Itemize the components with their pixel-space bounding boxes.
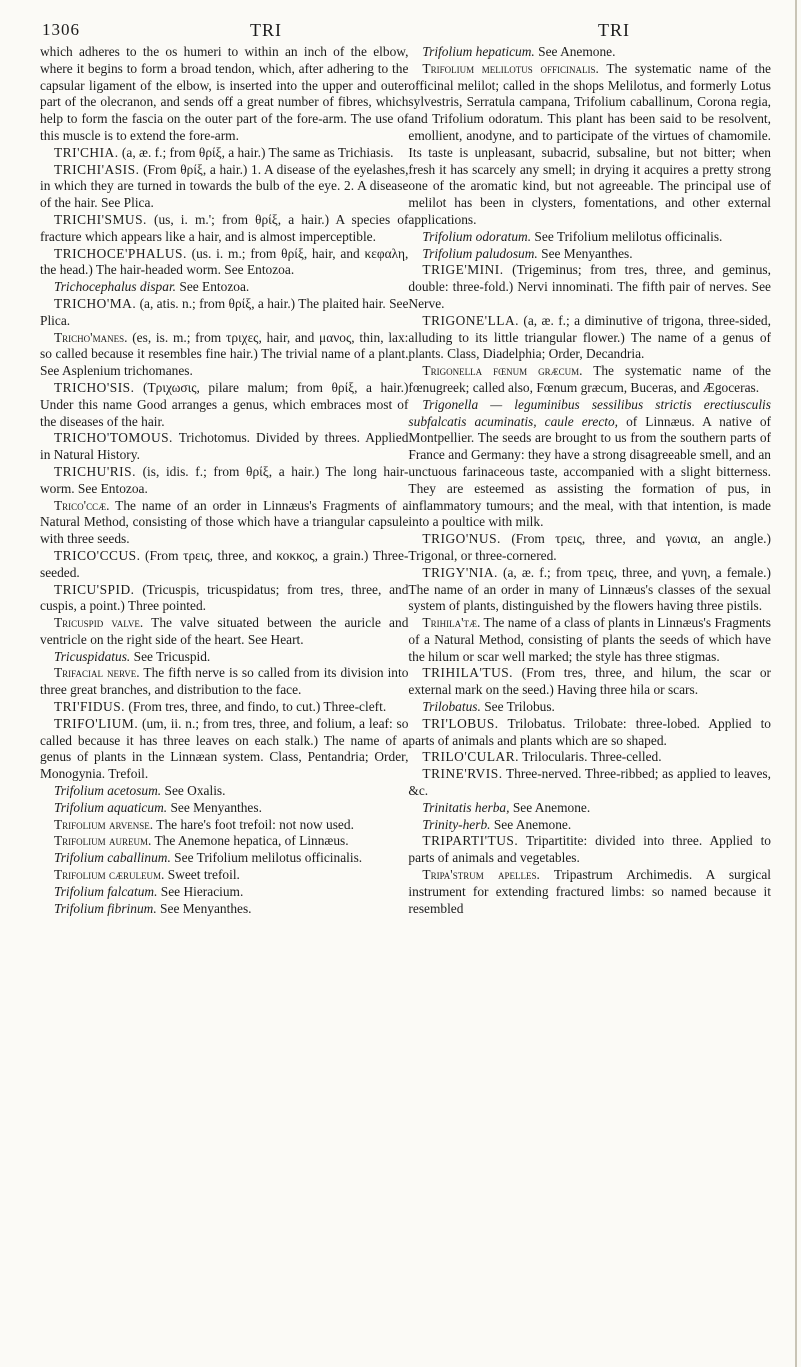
dictionary-entry [40,833,408,850]
dictionary-entry [408,867,771,917]
left-column [40,44,408,917]
entry-headword: TRICO'CCUS. [54,547,141,563]
entry-text: (a, æ. f.; from θρίξ, a hair.) The same as Trichiasis. [121,144,394,160]
right-column [408,44,771,917]
dictionary-entry [40,699,408,716]
dictionary-entry [40,162,408,212]
dictionary-entry [40,850,408,867]
dictionary-entry [40,430,408,464]
dictionary-entry [408,565,771,615]
dictionary-entry [408,531,771,565]
entry-text: See Anemone. [512,799,591,815]
entry-text: See Hieracium. [160,883,244,899]
entry-text: See Menyanthes. [170,799,262,815]
entry-text: See Entozoa. [179,279,250,295]
right-running-head: TRI [598,20,630,40]
entry-text: See Trilobus. [484,699,555,715]
dictionary-entry [408,615,771,665]
entry-headword: TRICHI'SMUS. [54,211,147,227]
entry-headword: Tricuspidatus. [54,648,131,664]
dictionary-entry [40,665,408,699]
entry-text: (um, ii. n.; from tres, three, and folium, a leaf: so called because it has three leaves on each stalk.) The name of a genus of plants in the Linnæan system. Class, Pentandria; Order, Monogynia. Trefoil. [40,715,409,782]
entry-text: (is, idis. f.; from θρίξ, a hair.) The long hair-worm. See Entozoa. [40,463,409,496]
dictionary-entry [40,279,408,296]
entry-text: (From τρεις, three, and κοκκος, a grain.) Three-seeded. [40,547,409,580]
entry-text: (us. i. m.; from θρίξ, hair, and κεφαλη, the head.) The hair-headed worm. See Entozoa. [40,245,409,278]
dictionary-entry [40,884,408,901]
entry-headword: Trifacial nerve. [54,665,140,681]
entry-headword: TRIGY'NIA. [422,564,498,580]
entry-headword: Tricho'manes. [54,329,128,345]
two-column-body [12,44,789,917]
entry-headword: Trifolium aquaticum. [54,799,168,815]
left-running-head: TRI [250,20,282,40]
entry-headword: TRIGO'NUS. [422,531,501,547]
entry-headword: Trifolium caballinum. [54,850,171,866]
dictionary-entry [408,246,771,263]
entry-text: The name of a class of plants in Linnæus's Fragments of a Natural Method, consisting of plants the seeds of which have the hilum or scar well marked; the style has three stigmas. [408,615,771,664]
entry-text: Three-nerved. Three-ribbed; as applied to leaves, &c. [408,766,771,799]
dictionary-entry [408,44,771,61]
entry-headword: TRICHOCE'PHALUS. [54,245,187,261]
dictionary-entry [40,800,408,817]
dictionary-entry [40,246,408,280]
entry-text: of Linnæus. A native of Montpellier. The seeds are brought to us from the southern parts of France and Germany: they have a strong disagreeable smell, and an unctuous farinaceous taste, accompanied with a slight bitterness. They are esteemed as assisting the formation of pus, in inflammatory tumours; and the meal, with that intention, is made into a poultice with milk. [408,413,771,530]
entry-headword: TRIPARTI'TUS. [422,833,519,849]
dictionary-entry [40,464,408,498]
dictionary-entry [40,867,408,884]
dictionary-entry [40,330,408,380]
dictionary-entry [40,145,408,162]
page-edge-shadow [795,0,797,1367]
dictionary-entry [40,582,408,616]
entry-headword: Trifolium falcatum. [54,883,158,899]
entry-headword: Trichocephalus dispar. [54,279,177,295]
dictionary-entry [40,548,408,582]
entry-text: The fifth nerve is so called from its division into three great branches, and distribution to the face. [40,665,409,698]
dictionary-entry [40,783,408,800]
entry-text: The systematic name of the fœnugreek; called also, Fœnum græcum, Buceras, and Ægoceras. [408,363,771,395]
dictionary-entry [408,817,771,834]
dictionary-entry [40,649,408,666]
entry-text: (us, i. m.'; from θρίξ, a hair.) A species of fracture which appears like a hair, and is almost imperceptible. [40,211,409,244]
entry-headword: Trico'ccæ. [54,497,110,513]
dictionary-entry [40,296,408,330]
entry-text: (a, atis. n.; from θρίξ, a hair.) The plaited hair. See Plica. [40,295,409,328]
entry-headword: Trifolium odoratum. [422,228,532,244]
entry-text: Sweet trefoil. [167,867,240,883]
entry-headword: Trinitatis herba, [422,799,510,815]
entry-text: (From τρεις, three, and γωνια, an angle.) Trigonal, or three-cornered. [408,531,771,563]
entry-text: See Anemone. [538,44,616,59]
entry-headword: TRICHO'TOMOUS. [54,430,173,446]
entry-headword: TRI'CHIA. [54,144,119,160]
entry-text: (Tricuspis, tricuspidatus; from tres, three, and cuspis, a point.) Three pointed. [40,581,409,614]
dictionary-entry [40,817,408,834]
entry-headword: Trifolium hepaticum. [422,44,535,59]
entry-headword: TRIGE'MINI. [422,262,504,278]
dictionary-entry [408,699,771,716]
entry-headword: Trigonella fœnum græcum. [422,363,583,379]
dictionary-entry [408,363,771,397]
entry-text: which adheres to the os humeri to within an inch of the elbow, where it begins to form a broad tendon, which, after adhering to the capsular ligament of the elbow, is inserted into the upper and outer part of the olecranon, and sends off a great number of fibres, which help to form the fascia on the outer part of the fore-arm. The use of this muscle is to extend the fore-arm. [40,44,409,143]
entry-text: See Tricuspid. [133,648,211,664]
entry-text: (es, is. m.; from τριχες, hair, and μανος, thin, lax: so called because it resembles fine hair.) The trivial name of a plant. See Asplenium trichomanes. [40,329,409,379]
entry-text: The valve situated between the auricle and ventricle on the right side of the heart. See Heart. [40,615,409,647]
dictionary-entry [408,749,771,766]
entry-headword: TRICHO'MA. [54,295,137,311]
entry-text: See Oxalis. [164,783,226,799]
entry-headword: TRIFO'LIUM. [54,715,139,731]
entry-text: Trichotomus. Divided by threes. Applied in Natural History. [40,430,409,463]
entry-text: (Trigeminus; from tres, three, and geminus, double: three-fold.) Nervi innominati. The fifth pair of nerves. See Nerve. [408,262,771,311]
dictionary-entry [408,313,771,363]
entry-headword: TRI'LOBUS. [422,715,499,731]
entry-text: The Anemone hepatica, of Linnæus. [154,833,349,849]
entry-text: (From tres, three, and findo, to cut.) Three-cleft. [128,699,387,715]
entry-headword: Trifolium arvense. [54,816,154,832]
dictionary-entry [408,716,771,750]
dictionary-entry [408,766,771,800]
entry-text: Tripastrum Archimedis. A surgical instrument for extending fractured limbs: so named because it resembled [408,867,771,916]
dictionary-entry [408,397,771,531]
entry-text: See Menyanthes. [541,245,633,261]
entry-text: Trilocularis. Three-celled. [522,749,662,765]
entry-headword: Trigonella — leguminibus sessilibus strictis erectiusculis subfalcatis acuminatis, caule erecto, [408,396,771,429]
dictionary-entry [40,615,408,649]
dictionary-entry [408,833,771,867]
entry-text: The hare's foot trefoil: not now used. [156,816,354,832]
dictionary-entry [40,44,408,145]
entry-headword: Trifolium melilotus officinalis. [422,60,599,76]
entry-headword: TRIGONE'LLA. [422,312,519,328]
entry-headword: Trifolium cæruleum. [54,867,165,883]
entry-headword: Trifolium fibrinum. [54,900,157,916]
entry-headword: Trilobatus. [422,699,481,715]
dictionary-entry [40,212,408,246]
entry-headword: TRIHILA'TUS. [422,665,514,681]
entry-headword: Trihila'tæ. [422,615,481,631]
entry-headword: TRI'FIDUS. [54,699,126,715]
entry-text: The systematic name of the officinal melilot; called in the shops Melilotus, and formerly Lotus sylvestris, Serratula campana, Trifolium caballinum, Corona regia, and Trifolium odoratum. This plant has been said to be resolvent, emollient, anodyne, and to participate of the virtues of chamomile. Its taste is unpleasant, subacrid, subsaline, but not bitter; when fresh it has scarcely any smell; in drying it acquires a pretty strong one of the aromatic kind, but not agreeable. The principal use of melilot has been in clysters, fomentations, and other external applications. [408,60,771,227]
dictionary-entry [40,716,408,783]
dictionary-entry [40,498,408,548]
running-header [12,14,789,42]
entry-headword: TRILO'CULAR. [422,749,519,765]
entry-headword: TRICU'SPID. [54,581,135,597]
entry-headword: Trinity-herb. [422,816,491,832]
entry-headword: Tricuspid valve. [54,615,144,631]
entry-text: Trilobatus. Trilobate: three-lobed. Applied to parts of animals and plants which are so shaped. [408,715,772,748]
entry-text: (a, æ. f.; from τρεις, three, and γυνη, a female.) The name of an order in many of Linnæus's classes of the sexual system of plants, distinguished by the flowers having three pistils. [408,564,771,614]
entry-text: The name of an order in Linnæus's Fragments of a Natural Method, consisting of those which have a triangular capsule with three seeds. [40,497,409,547]
dictionary-entry [408,61,771,229]
dictionary-entry [408,262,771,312]
entry-text: (Τριχωσις, pilare malum; from θρίξ, a hair.) Under this name Good arranges a genus, which embraces most of the diseases of the hair. [40,379,409,429]
entry-headword: Trifolium aureum. [54,833,152,849]
dictionary-entry [408,800,771,817]
entry-headword: Trifolium acetosum. [54,783,162,799]
entry-text: See Menyanthes. [160,900,252,916]
page-number: 1306 [42,20,80,39]
dictionary-entry [408,229,771,246]
entry-headword: TRICHO'SIS. [54,379,135,395]
entry-headword: Trifolium paludosum. [422,245,538,261]
entry-text: See Trifolium melilotus officinalis. [174,850,363,866]
entry-text: (a, æ. f.; a diminutive of trigona, three-sided, alluding to its little triangular flower.) The name of a genus of plants. Class, Diadelphia; Order, Decandria. [408,312,771,362]
entry-text: Tripartitite: divided into three. Applied to parts of animals and vegetables. [408,833,771,866]
entry-text: See Anemone. [493,816,572,832]
dictionary-entry [408,665,771,699]
entry-text: (From tres, three, and hilum, the scar or external mark on the seed.) Having three hila or scars. [408,665,771,698]
dictionary-entry [40,380,408,430]
dictionary-entry [40,901,408,918]
entry-headword: Tripa'strum apelles. [422,867,540,883]
entry-text: (From θρίξ, a hair.) 1. A disease of the eyelashes, in which they are turned in towards the bulb of the eye. 2. A disease of the hair. See Plica. [40,161,409,211]
entry-headword: TRINE'RVIS. [422,766,503,782]
entry-headword: TRICHI'ASIS. [54,161,140,177]
entry-text: See Trifolium melilotus officinalis. [534,228,723,244]
entry-headword: TRICHU'RIS. [54,463,136,479]
